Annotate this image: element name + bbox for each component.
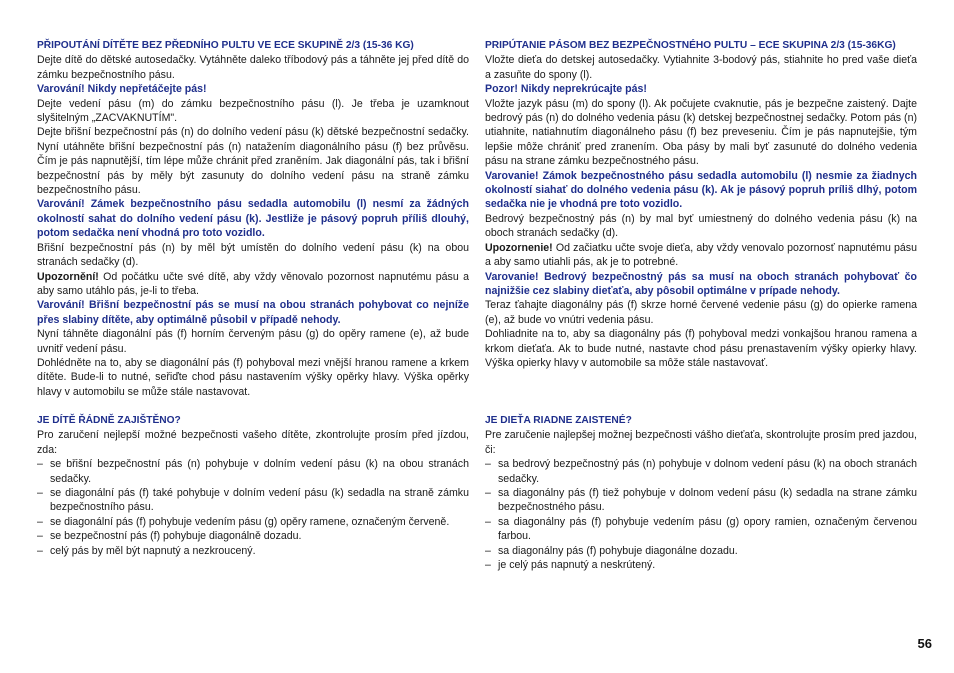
sk-warning: Pozor! Nikdy neprekrúcajte pás!	[485, 83, 647, 96]
cz-check-intro: Pro zaručení nejlepší možné bezpečnosti vašeho dítěte, zkontrolujte prosím před jízdou, zda:	[37, 429, 469, 456]
cz-paragraph: Břišní bezpečnostní pás (n) by měl být umístěn do dolního vedení pásu (k) na obou stranách sedačky (d).	[37, 241, 469, 269]
cz-note	[37, 270, 469, 299]
sk-check-title: JE DIEŤA RIADNE ZAISTENÉ?	[485, 415, 632, 426]
cz-paragraph: Dejte břišní bezpečnostní pás (n) do dolního vedení pásu (k) dětské bezpečnostní sedačky. Nyní utáhněte břišní bezpečnostní pás (n) natažením diagonálního pásu (f) bez průvěsu. Čím je pás napnutější, tím lépe může chránit před zraněním. Jak diagonální pás, tak i břišní bezpečnostní pás by měly být zasunuty do dolního vedení pásu na straně zámku bezpečnostního pásu.	[37, 126, 469, 197]
sk-paragraph: Vložte dieťa do detskej autosedačky. Vytiahnite 3-bodový pás, stiahnite ho pred vaše dieťa a zasuňte do spony (l).	[485, 54, 917, 81]
cz-note-text: Od počátku učte své dítě, aby vždy věnovalo pozornost napnutému pásu a aby samo utáhlo pás, je-li to třeba.	[37, 270, 469, 297]
sk-check-intro: Pre zaručenie najlepšej možnej bezpečnosti vášho dieťaťa, skontrolujte prosím pred jazdou, či:	[485, 429, 917, 456]
page-number: 56	[917, 636, 932, 651]
sk-instructions	[485, 39, 917, 370]
cz-note-label: Upozornění!	[37, 270, 99, 283]
sk-note	[485, 241, 917, 270]
cz-warning: Varování! Zámek bezpečnostního pásu sedadla automobilu (l) nesmí za žádných okolností sahat do dolního vedení pásu (k). Jestliže je pásový popruh příliš dlouhý, potom sedačka není vhodná pro toto vozidlo.	[37, 198, 469, 240]
list-item: – sa diagonálny pás (f) pohybuje diagonálne dozadu.	[485, 544, 917, 558]
cz-section-title: PŘIPOUTÁNÍ DÍTĚTE BEZ PŘEDNÍHO PULTU VE ECE SKUPINĚ 2/3 (15-36 KG)	[37, 40, 414, 51]
list-item: – je celý pás napnutý a neskrútený.	[485, 558, 917, 572]
cz-paragraph: Dejte vedení pásu (m) do zámku bezpečnostního pásu (l). Je třeba je uzamknout slyšitelným „ZACVAKNUTÍM".	[37, 97, 469, 125]
sk-paragraph: Vložte jazyk pásu (m) do spony (l). Ak počujete cvaknutie, pás je bezpečne zaistený. Dajte bedrový pás (n) do dolného vedenia pásu (k) detskej bezpečnostnej sedačky. Potom pás (n) utiahnite, natiahnutím diagonálneho pásu (f) bez preveseniu. Čím je pás napnutejšie, tým lepšie môže chrániť pred zranením. Oba pásy by mali byť zasunuté do dolného vedenia pásu na strane zámku bezpečnostného pásu.	[485, 97, 917, 168]
sk-paragraph: Teraz ťahajte diagonálny pás (f) skrze horné červené vedenie pásu (g) do opierke ramena (e), až bude vo vnútri vedenia pásu.	[485, 299, 917, 326]
sk-note-text: Od začiatku učte svoje dieťa, aby vždy venovalo pozornosť napnutému pásu a aby samo utiahli pás, ak je to potrebné.	[485, 241, 917, 269]
list-item: – se diagonální pás (f) také pohybuje v dolním vedení pásu (k) sedadla na straně zámku bezpečnostního pásu.	[37, 486, 469, 515]
sk-paragraph: Dohliadnite na to, aby sa diagonálny pás (f) pohyboval medzi vonkajšou hranou ramena a krkom dieťaťa. Ak to bude nutné, nastavte chod pásu prenastavením výšky opierky hlavy. Výška opierky hlavy v automobile sa môže stále nastavovať.	[485, 328, 917, 369]
list-item: – sa bedrový bezpečnostný pás (n) pohybuje v dolnom vedení pásu (k) na oboch stranách sedačky.	[485, 457, 917, 486]
cz-check-list	[37, 457, 469, 558]
sk-check-list	[485, 457, 917, 572]
cz-instructions	[37, 39, 469, 399]
list-item: – celý pás by měl být napnutý a nezkroucený.	[37, 544, 469, 558]
list-item: – sa diagonálny pás (f) tiež pohybuje v dolnom vedení pásu (k) sedadla na strane zámku bezpečnostného pásu.	[485, 486, 917, 515]
sk-warning: Varovanie! Zámok bezpečnostného pásu sedadla automobilu (l) nesmie za žiadnych okolností siahať do dolného vedenia pásu (k). Ak je pásový popruh príliš dlhý, potom sedačka nie je vhodná pre toto vozidlo.	[485, 169, 917, 211]
cz-warning: Varování! Nikdy nepřetáčejte pás!	[37, 83, 207, 96]
cz-paragraph: Dejte dítě do dětské autosedačky. Vytáhněte daleko tříbodový pás a táhněte jej před dítě do zámku bezpečnostního pásu.	[37, 54, 469, 81]
cz-paragraph: Dohlédněte na to, aby se diagonální pás (f) pohyboval mezi vnější hranou ramene a krkem dítěte. Bude-li to nutné, seřiďte chod pásu nastavením výšky opěrky hlavy. Výška opěrky hlavy v automobilu se může stále nastavovat.	[37, 356, 469, 398]
sk-paragraph: Bedrový bezpečnostný pás (n) by mal byť umiestnený do dolného vedenia pásu (k) na oboch stranách sedačky (d).	[485, 212, 917, 240]
list-item: – se břišní bezpečnostní pás (n) pohybuje v dolním vedení pásu (k) na obou stranách sedačky.	[37, 457, 469, 486]
list-item: – se diagonální pás (f) pohybuje vedením pásu (g) opěry ramene, označeným červeně.	[37, 515, 469, 529]
cz-warning: Varování! Břišní bezpečnostní pás se musí na obou stranách pohybovat co nejníže přes slabiny dítěte, aby optimálně působil v případě nehody.	[37, 299, 469, 326]
list-item: – sa diagonálny pás (f) pohybuje vedením pásu (g) opory ramien, označeným červenou farbou.	[485, 515, 917, 544]
sk-warning: Varovanie! Bedrový bezpečnostný pás sa musí na oboch stranách pohybovať čo najnižšie cez slabiny dieťaťa, aby pôsobil optimálne v prípade nehody.	[485, 270, 917, 297]
sk-checklist	[485, 414, 917, 572]
cz-paragraph: Nyní táhněte diagonální pás (f) horním červeným pásu (g) do opěry ramene (e), až bude uvnitř vedení pásu.	[37, 328, 469, 355]
sk-section-title: PRIPÚTANIE PÁSOM BEZ BEZPEČNOSTNÉHO PULTU – ECE SKUPINA 2/3 (15-36KG)	[485, 40, 896, 51]
list-item: – se bezpečnostní pás (f) pohybuje diagonálně dozadu.	[37, 529, 469, 543]
cz-checklist	[37, 414, 469, 558]
sk-note-label: Upozornenie!	[485, 241, 553, 254]
cz-check-title: JE DÍTĚ ŘÁDNĚ ZAJIŠTĚNO?	[37, 415, 181, 426]
